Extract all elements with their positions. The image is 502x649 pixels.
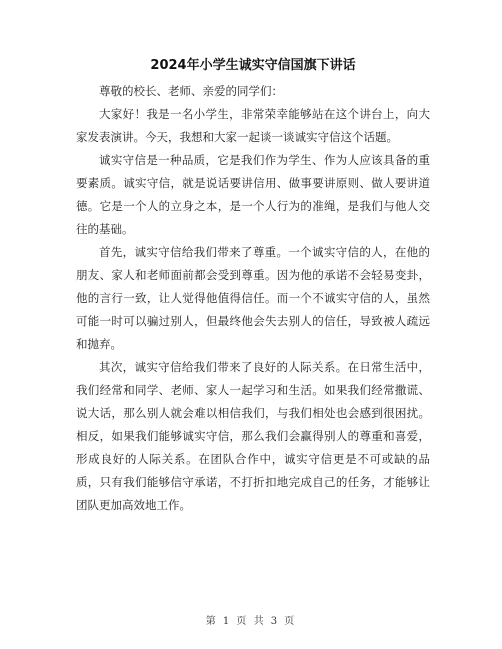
greeting: 尊敬的校长、老师、亲爱的同学们： (99, 84, 283, 98)
paragraph: 大家好！我是一名小学生，非常荣幸能够站在这个讲台上，向大家发表演讲。今天，我想和大家一起谈一谈诚实守信这个话题。 (76, 107, 430, 144)
paragraph: 诚实守信是一种品质，它是我们作为学生、作为人应该具备的重要素质。诚实守信，就是说话要讲信用、做事要讲原则、做人要讲道德。它是一个人的立身之本，是一个人行为的准绳，是我们与他人交往的基础。 (76, 153, 430, 236)
paragraph: 首先，诚实守信给我们带来了尊重。一个诚实守信的人，在他的朋友、家人和老师面前都会受到尊重。因为他的承诺不会轻易变卦，他的言行一致，让人觉得他值得信任。而一个不诚实守信的人，虽然可能一时可以骗过别人，但最终他会失去别人的信任，导致被人疏远和抛弃。 (76, 245, 430, 351)
document-title: 2024年小学生诚实守信国旗下讲话 (150, 58, 356, 73)
page-number-footer: 第 1 页 共 3 页 (205, 616, 297, 627)
paragraph: 其次，诚实守信给我们带来了良好的人际关系。在日常生活中，我们经常和同学、老师、家人一起学习和生活。如果我们经常撒谎、说大话，那么别人就会难以相信我们，与我们相处也会感到很困扰。相反，如果我们能够诚实守信，那么我们会赢得别人的尊重和喜爱，形成良好的人际关系。在团队合作中，诚实守信更是不可或缺的品质，只有我们能够信守承诺，不打折扣地完成自己的任务，才能够让团队更加高效地工作。 (76, 360, 430, 512)
